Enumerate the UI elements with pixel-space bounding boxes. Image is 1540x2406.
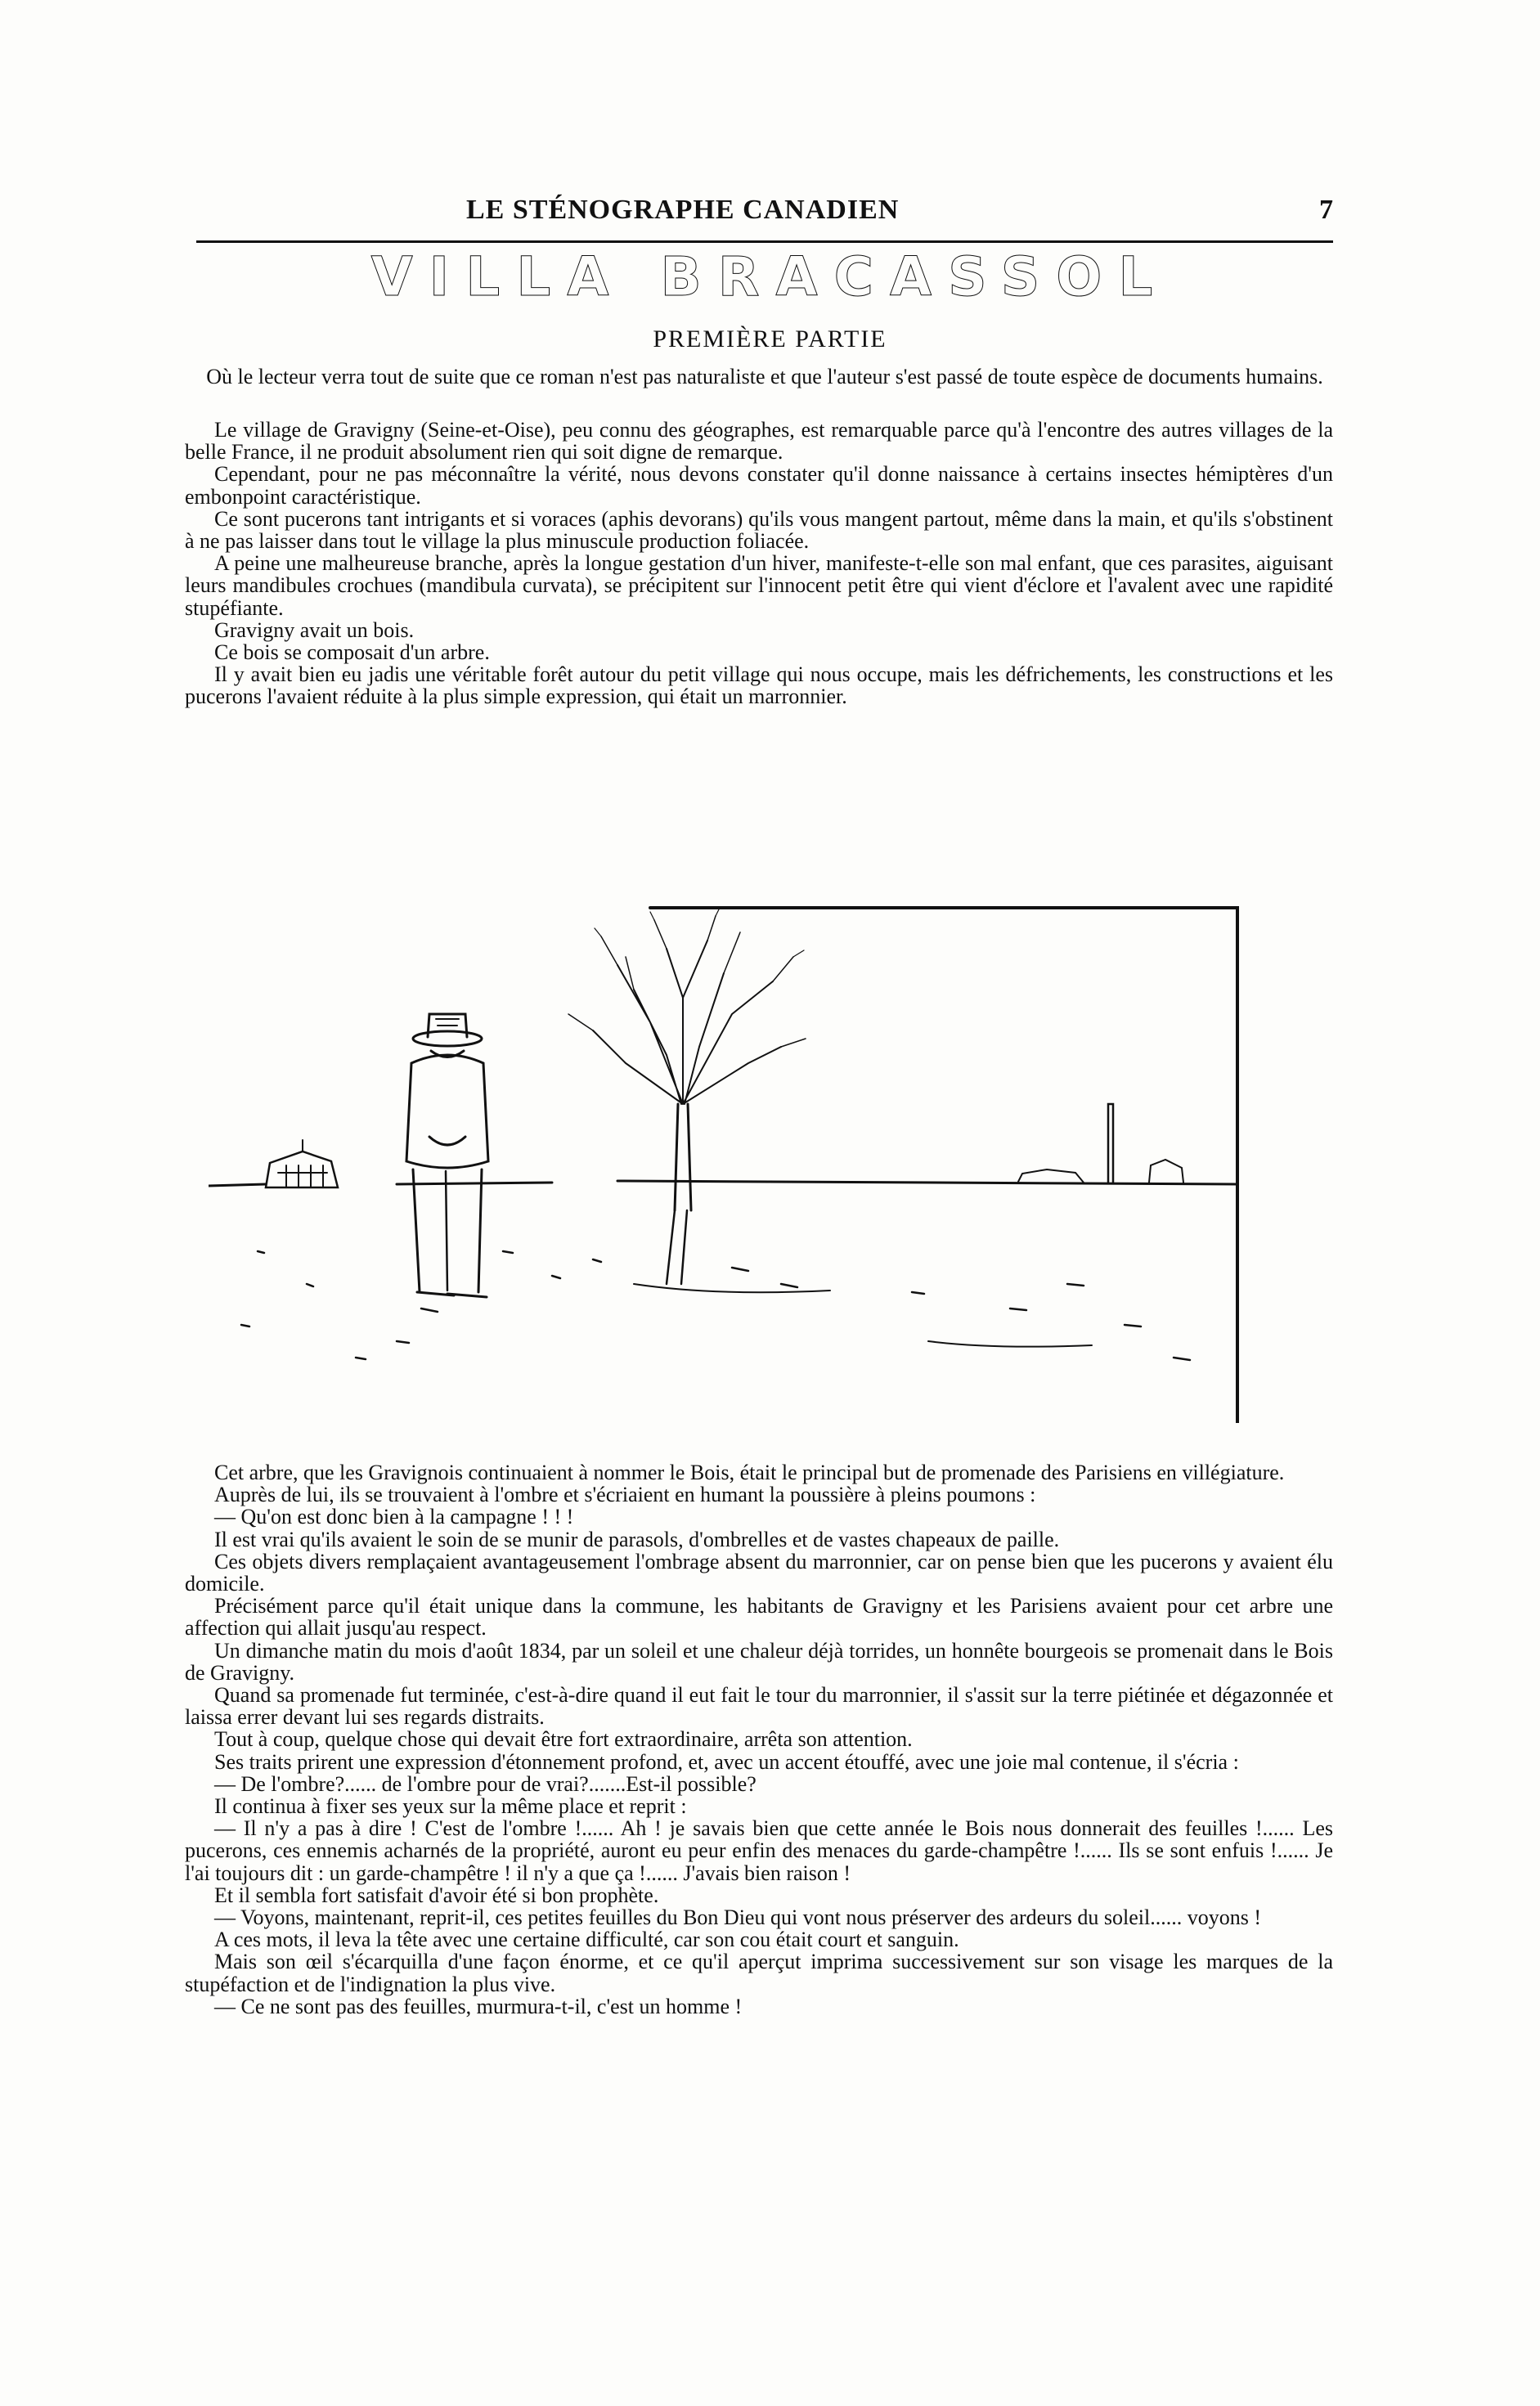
part-heading: PREMIÈRE PARTIE xyxy=(653,325,887,352)
paragraph: — Ce ne sont pas des feuilles, murmura-t-il, c'est un homme ! xyxy=(214,1994,743,2018)
text-column-bottom xyxy=(185,1461,1333,2018)
paragraph: Cependant, pour ne pas méconnaître la vérité, nous devons constater qu'il donne naissance à certains insectes hémiptères d'un embonpoint caractéristique. xyxy=(185,462,1333,509)
chapter-summary: Où le lecteur verra tout de suite que ce roman n'est pas naturaliste et que l'auteur s'est passé de toute espèce de documents humains. xyxy=(206,365,1323,388)
running-title: LE STÉNOGRAPHE CANADIEN xyxy=(466,195,900,225)
paragraph: A peine une malheureuse branche, après la longue gestation d'un hiver, manifeste-t-elle son mal enfant, que ces parasites, aiguisant leurs mandibules crochues (mandibula curvata), se précipitent sur l'innocent petit être qui vient d'éclore et l'avalent avec une rapidité stupéfiante. xyxy=(185,551,1333,620)
paragraph: Précisément parce qu'il était unique dans la commune, les habitants de Gravigny et les Parisiens avaient pour cet arbre une affection qui allait jusqu'au respect. xyxy=(185,1594,1333,1641)
page-number: 7 xyxy=(1319,195,1333,225)
paragraph: Un dimanche matin du mois d'août 1834, par un soleil et une chaleur déjà torrides, un honnête bourgeois se promenait dans le Bois de Gravigny. xyxy=(185,1638,1333,1685)
paragraph: Ses traits prirent une expression d'étonnement profond, et, avec un accent étouffé, avec une joie mal contenue, il s'écria : xyxy=(214,1749,1239,1774)
text-column-top xyxy=(185,419,1333,708)
paragraph: Cet arbre, que les Gravignois continuaient à nommer le Bois, était le principal but de promenade des Parisiens en villégiature. xyxy=(214,1461,1285,1484)
story-title: VILLA BRACASSOL xyxy=(370,245,1170,308)
paragraph: A ces mots, il leva la tête avec une certaine difficulté, car son cou était court et sanguin. xyxy=(214,1928,959,1952)
paragraph: — Il n'y a pas à dire ! C'est de l'ombre !...... Ah ! je savais bien que cette année le Bois nous donnerait des feuilles !...... Les pucerons, ces ennemis acharnés de la propriété, auront eu peur enfin des menaces du garde-champêtre !...... Ils se sont enfuis !...... Je l'ai toujours dit : un garde-champêtre ! il n'y a que ça !...... J'avais bien raison ! xyxy=(185,1816,1333,1885)
paragraph: Gravigny avait un bois. xyxy=(214,617,415,642)
page-header xyxy=(188,195,1333,236)
paragraph: Quand sa promenade fut terminée, c'est-à-dire quand il eut fait le tour du marronnier, il s'assit sur la terre piétinée et dégazonnée et laissa errer devant lui ses regards distraits. xyxy=(185,1683,1333,1730)
paragraph: Tout à coup, quelque chose qui devait être fort extraordinaire, arrêta son attention. xyxy=(214,1727,913,1752)
paragraph: Et il sembla fort satisfait d'avoir été si bon prophète. xyxy=(214,1883,659,1907)
paragraph: Il y avait bien eu jadis une véritable forêt autour du petit village qui nous occupe, mais les défrichements, les constructions et les pucerons l'avaient réduite à la plus simple expression, qui était un marronnier. xyxy=(185,662,1333,709)
paragraph: Ce sont pucerons tant intrigants et si voraces (aphis devorans) qu'ils vous mangent partout, même dans la main, et qu'ils s'obstinent à ne pas laisser dans tout le village la plus minuscule production foliacée. xyxy=(185,506,1333,554)
paragraph: Il continua à fixer ses yeux sur la même place et reprit : xyxy=(214,1794,687,1819)
man-figure-icon xyxy=(406,1014,488,1297)
house-icon xyxy=(266,1140,338,1187)
engraving-illustration xyxy=(209,900,1239,1423)
paragraph: Auprès de lui, ils se trouvaient à l'ombre et s'écriaient en humant la poussière à pleins poumons : xyxy=(214,1483,1036,1507)
paragraph: — De l'ombre?...... de l'ombre pour de vrai?.......Est-il possible? xyxy=(214,1771,757,1796)
paragraph: — Qu'on est donc bien à la campagne ! ! ! xyxy=(214,1505,574,1529)
chestnut-tree-icon xyxy=(568,908,806,1210)
paragraph: Ces objets divers remplaçaient avantageusement l'ombrage absent du marronnier, car on pense bien que les pucerons y avaient élu domicile. xyxy=(185,1549,1333,1596)
header-rule xyxy=(196,240,1333,243)
paragraph: Il est vrai qu'ils avaient le soin de se munir de parasols, d'ombrelles et de vastes chapeaux de paille. xyxy=(214,1527,1060,1551)
paragraph: Ce bois se composait d'un arbre. xyxy=(214,640,490,665)
paragraph: Mais son œil s'écarquilla d'une façon énorme, et ce qu'il aperçut imprima successivement sur son visage les marques de la stupéfaction et de l'indignation la plus vive. xyxy=(185,1950,1333,1996)
paragraph: Le village de Gravigny (Seine-et-Oise), peu connu des géographes, est remarquable parce qu'à l'encontre des autres villages de la belle France, il ne produit absolument rien qui soit digne de remarque. xyxy=(185,418,1333,465)
paragraph: — Voyons, maintenant, reprit-il, ces petites feuilles du Bon Dieu qui vont nous préserver des ardeurs du soleil...... voyons ! xyxy=(214,1905,1262,1930)
